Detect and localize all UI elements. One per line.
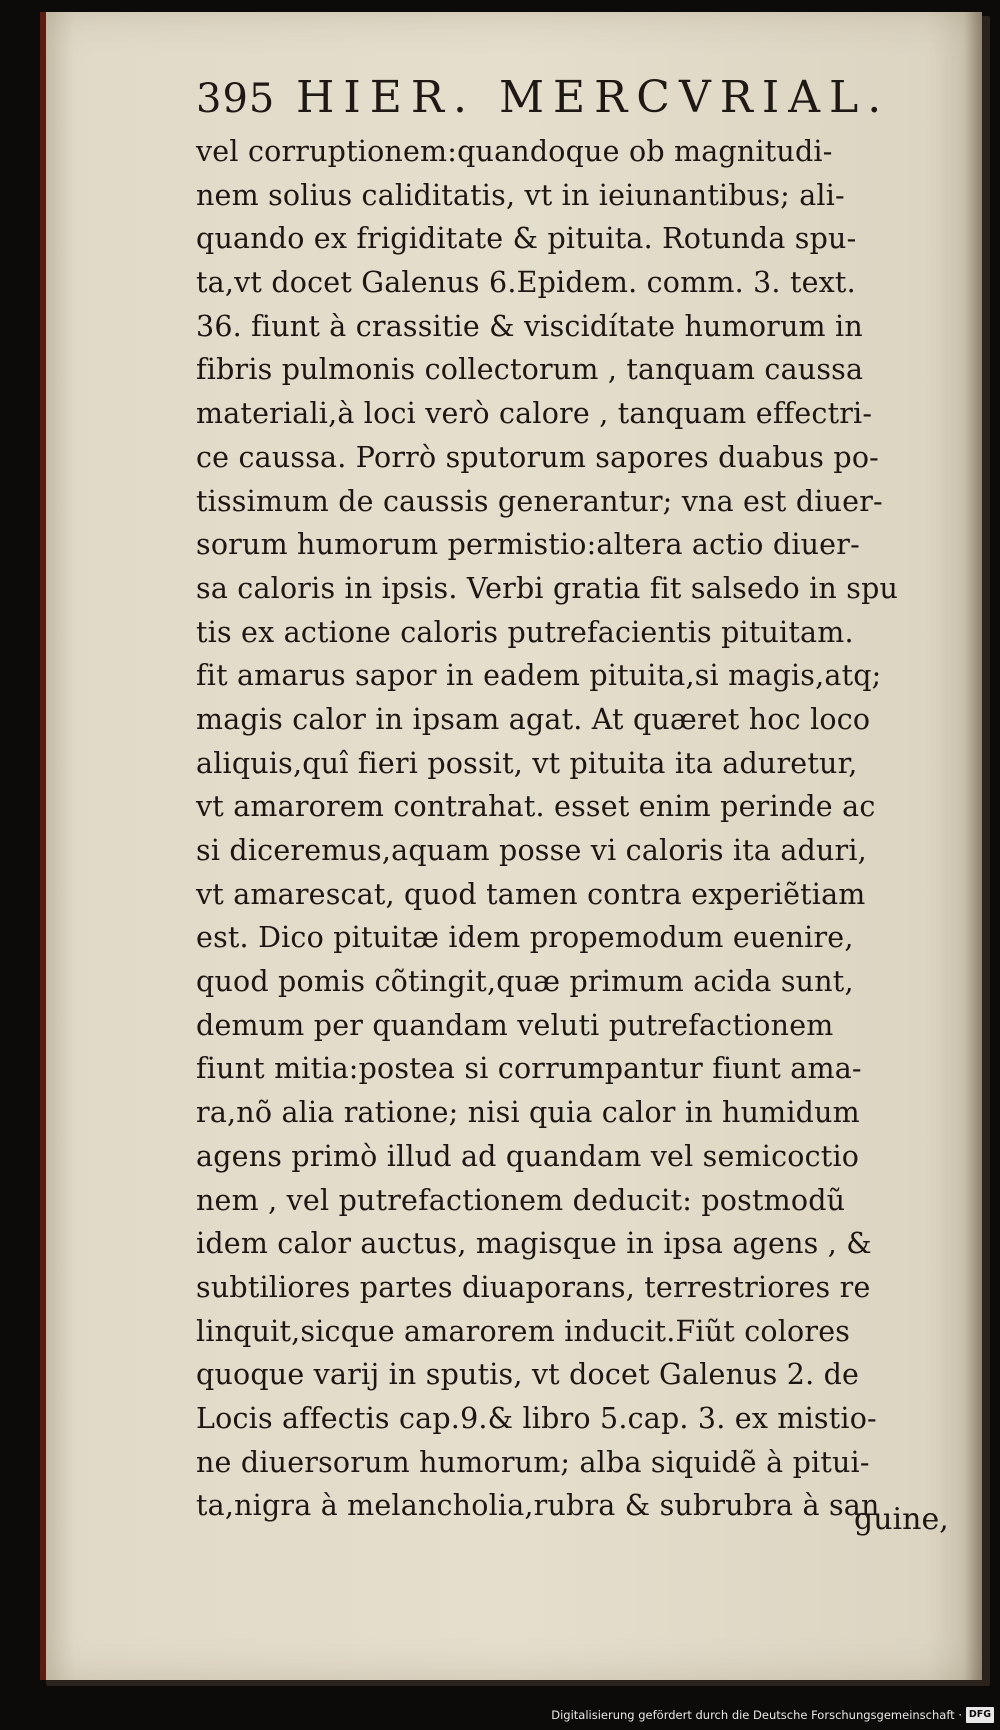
text-line: ce caussa. Porrò sputorum sapores duabus po- [196,440,880,474]
text-line: nem solius caliditatis, vt in ieiunantibus; ali- [196,178,845,212]
text-line: ta,vt docet Galenus 6.Epidem. comm. 3. text. [196,266,856,300]
text-line: quod pomis cõtingit,quæ primum acida sunt, [196,965,854,999]
text-line: fibris pulmonis collectorum , tanquam caussa [196,353,864,387]
text-line: linquit,sicque amarorem inducit.Fiũt colores [196,1314,851,1348]
text-line: 36. fiunt à crassitie & viscidítate humorum in [196,309,863,343]
text-line: Locis affectis cap.9.& libro 5.cap. 3. ex mistio- [196,1401,877,1435]
text-line: demum per quandam veluti putrefactionem [196,1008,834,1042]
text-line: si diceremus,aquam posse vi caloris ita aduri, [196,834,867,867]
dfg-logo: DFG [966,1707,994,1723]
text-line: fiunt mitia:postea si corrumpantur fiunt ama- [196,1052,862,1086]
text-line: tissimum de caussis generantur; vna est diuer- [196,484,883,518]
text-line: ra,nõ alia ratione; nisi quia calor in humidum [196,1096,860,1130]
text-line: ne diuersorum humorum; alba siquidẽ à pitui- [196,1445,870,1479]
text-line: agens primò illud ad quandam vel semicoctio [196,1139,860,1173]
running-head-title: HIER. MERCVRIAL. [296,72,891,123]
text-line: ta,nigra à melancholia,rubra & subrubra à san [196,1489,880,1523]
catchword: guine, [854,1502,949,1537]
text-line: materiali,à loci verò calore , tanquam effectri- [196,397,873,431]
text-line: subtiliores partes diuaporans, terrestriores re [196,1270,871,1304]
text-line: fit amarus sapor in eadem pituita,si magis,atq; [196,659,882,693]
text-line: vt amarorem contrahat. esset enim perinde ac [196,790,876,824]
text-line: sorum humorum permistio:altera actio diuer- [196,528,860,562]
text-line: quando ex frigiditate & pituita. Rotunda spu- [196,222,857,256]
running-head [196,64,916,134]
text-line: vel corruptionem:quandoque ob magnitudi- [196,135,833,168]
page-number: 395 [196,76,276,122]
footer-bar [0,1700,1000,1730]
text-line: idem calor auctus, magisque in ipsa agens , & [196,1227,872,1261]
text-line: sa caloris in ipsis. Verbi gratia fit salsedo in spu [196,571,899,605]
text-line: tis ex actione caloris putrefacientis pituitam. [196,615,854,649]
book-page [40,12,982,1680]
text-line: vt amarescat, quod tamen contra experiẽtiam [196,877,866,911]
text-line: aliquis,quî fieri possit, vt pituita ita aduretur, [196,746,858,780]
text-line: magis calor in ipsam agat. At quæret hoc loco [196,702,871,736]
body-text [196,130,976,1528]
text-line: est. Dico pituitæ idem propemodum euenire, [196,921,854,955]
text-line: nem , vel putrefactionem deducit: postmodũ [196,1183,846,1217]
funding-credit: Digitalisierung gefördert durch die Deutsche Forschungsgemeinschaft · [551,1708,962,1722]
text-line: quoque varij in sputis, vt docet Galenus 2. de [196,1358,860,1392]
